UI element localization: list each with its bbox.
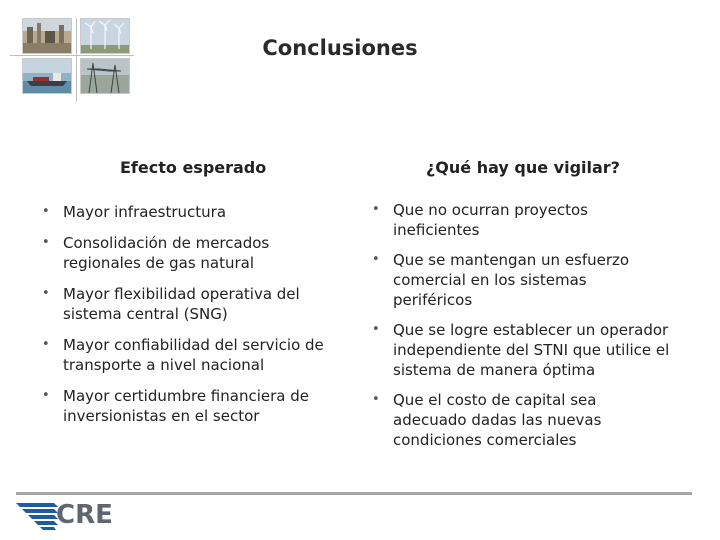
watch-items-list [370,200,670,460]
left-column-heading: Efecto esperado [120,158,267,177]
right-column-heading: ¿Qué hay que vigilar? [426,158,620,177]
list-item: • Mayor infraestructura [40,202,340,222]
list-item: • Consolidación de mercados regionales de gas natural [40,233,340,273]
tanker-ship-photo [22,58,72,94]
page-title: Conclusiones [262,36,418,60]
list-item: • Mayor certidumbre financiera de inversionistas en el sector [40,386,340,426]
expected-effects-list [40,202,340,437]
list-item: • Que se mantengan un esfuerzo comercial en los sistemas periféricos [370,250,670,310]
power-lines-photo [80,58,130,94]
collage-divider-vertical [76,18,77,102]
list-item: • Que se logre establecer un operador independiente del STNI que utilice el sistema de manera óptima [370,320,670,380]
header-photo-collage [10,18,134,102]
cre-logo-text: CRE [56,500,113,530]
footer-divider [16,492,692,495]
list-item: • Que no ocurran proyectos ineficientes [370,200,670,240]
list-item: • Mayor flexibilidad operativa del sistema central (SNG) [40,284,340,324]
list-item: • Que el costo de capital sea adecuado dadas las nuevas condiciones comerciales [370,390,670,450]
list-item: • Mayor confiabilidad del servicio de transporte a nivel nacional [40,335,340,375]
